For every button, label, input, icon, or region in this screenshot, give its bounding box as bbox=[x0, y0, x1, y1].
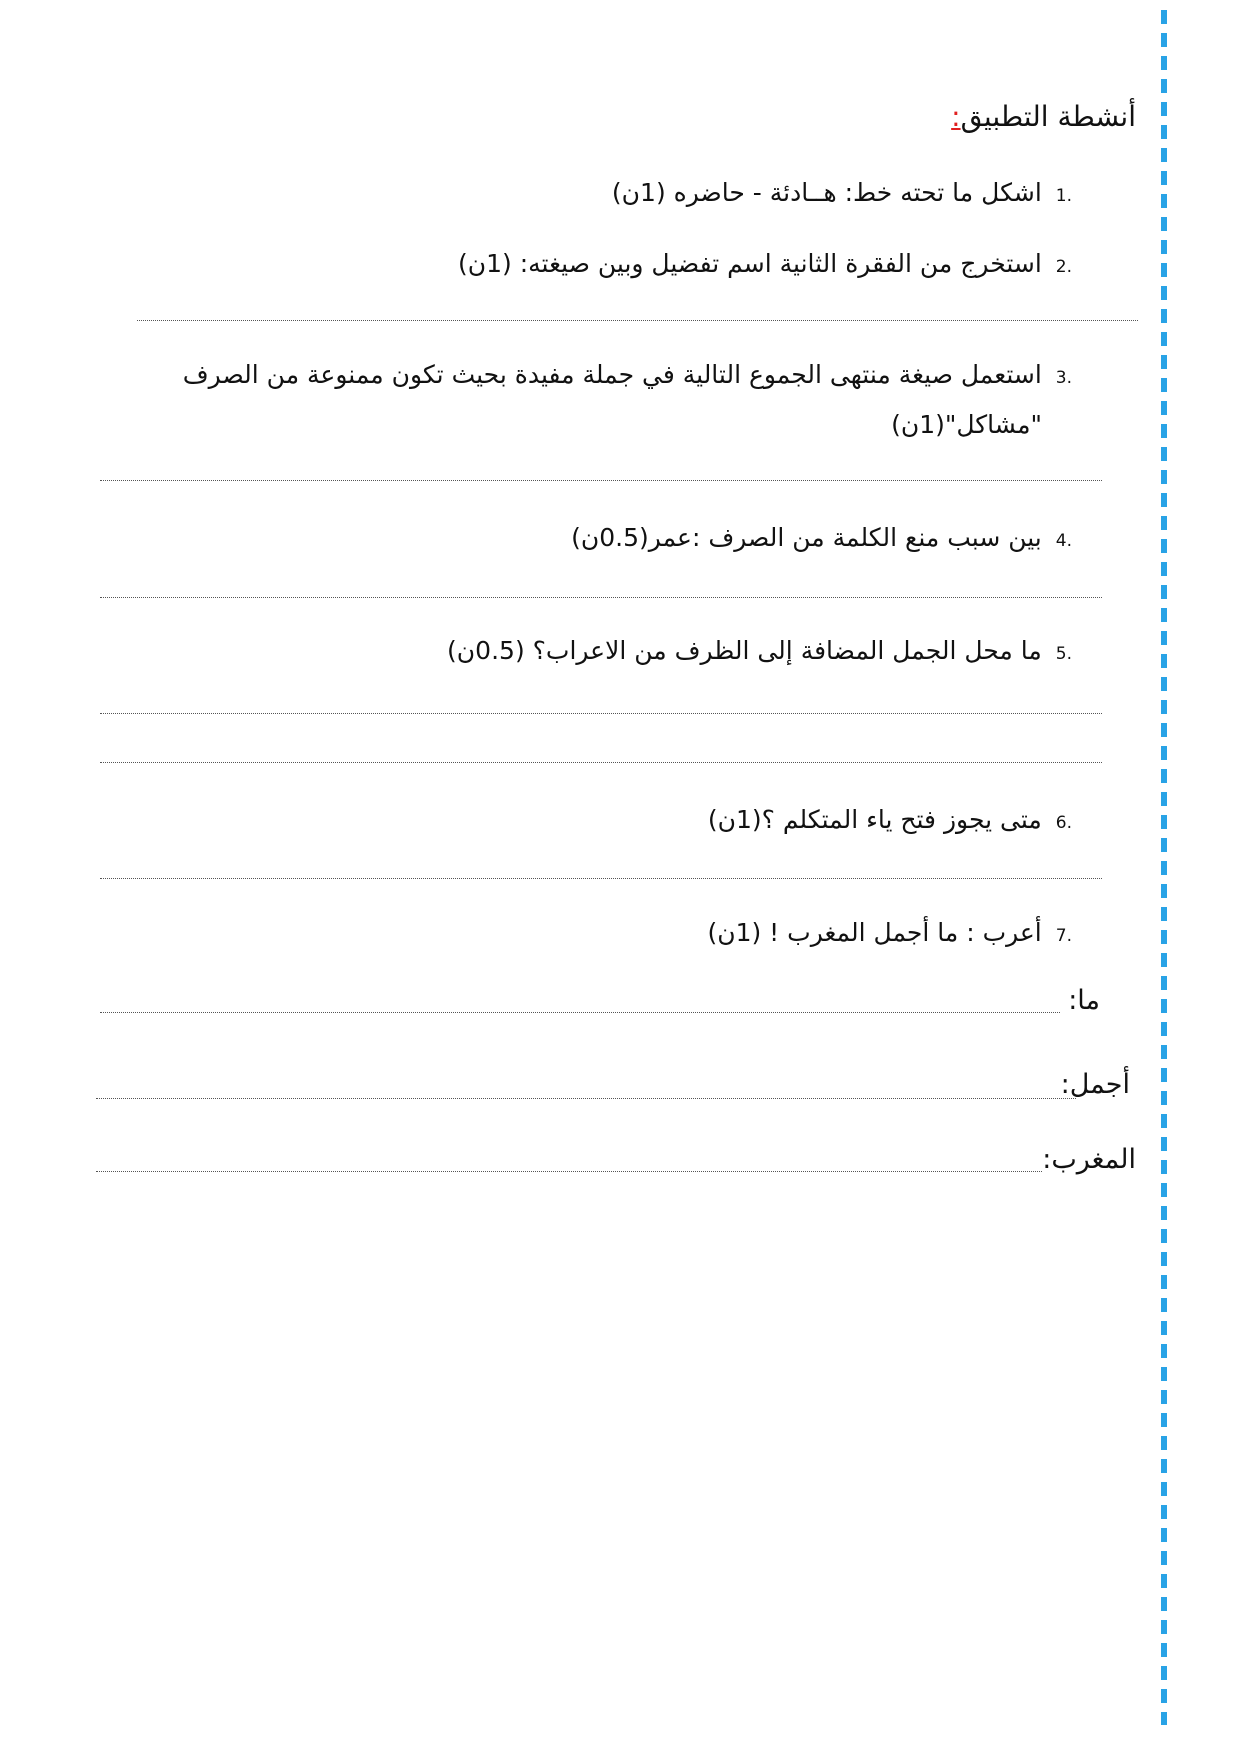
question-2: .2استخرج من الفقرة الثانية اسم تفضيل وبين صيغته: (1ن) bbox=[458, 249, 1072, 278]
answer-line bbox=[137, 320, 1138, 321]
answer-line bbox=[100, 597, 1102, 598]
parse-label-ma: ما: bbox=[1068, 985, 1100, 1016]
page-border-dashed-line bbox=[1161, 10, 1167, 1725]
question-3: .3استعمل صيغة منتهى الجموع التالية في جملة مفيدة بحيث تكون ممنوعة من الصرف bbox=[182, 360, 1072, 389]
page-title: أنشطة التطبيق: bbox=[951, 100, 1136, 133]
answer-line bbox=[100, 713, 1102, 714]
question-4: .4بين سبب منع الكلمة من الصرف :عمر(0.5ن) bbox=[571, 523, 1072, 552]
answer-line bbox=[100, 878, 1102, 879]
question-7: .7أعرب : ما أجمل المغرب ! (1ن) bbox=[707, 918, 1072, 947]
parse-label-ajmal: أجمل: bbox=[1060, 1069, 1130, 1100]
answer-line bbox=[100, 762, 1102, 763]
question-6: .6متى يجوز فتح ياء المتكلم ؟(1ن) bbox=[707, 805, 1072, 834]
parse-label-almaghrib: المغرب: bbox=[1042, 1144, 1136, 1175]
answer-line bbox=[96, 1098, 1076, 1099]
question-5: .5ما محل الجمل المضافة إلى الظرف من الاعراب؟ (0.5ن) bbox=[447, 636, 1072, 665]
question-1: .1اشكل ما تحته خط: هــادئة - حاضره (1ن) bbox=[611, 178, 1072, 207]
question-3-continuation: "مشاكل"(1ن) bbox=[891, 410, 1042, 439]
answer-line bbox=[100, 480, 1102, 481]
answer-line bbox=[96, 1171, 1042, 1172]
answer-line bbox=[100, 1012, 1060, 1013]
